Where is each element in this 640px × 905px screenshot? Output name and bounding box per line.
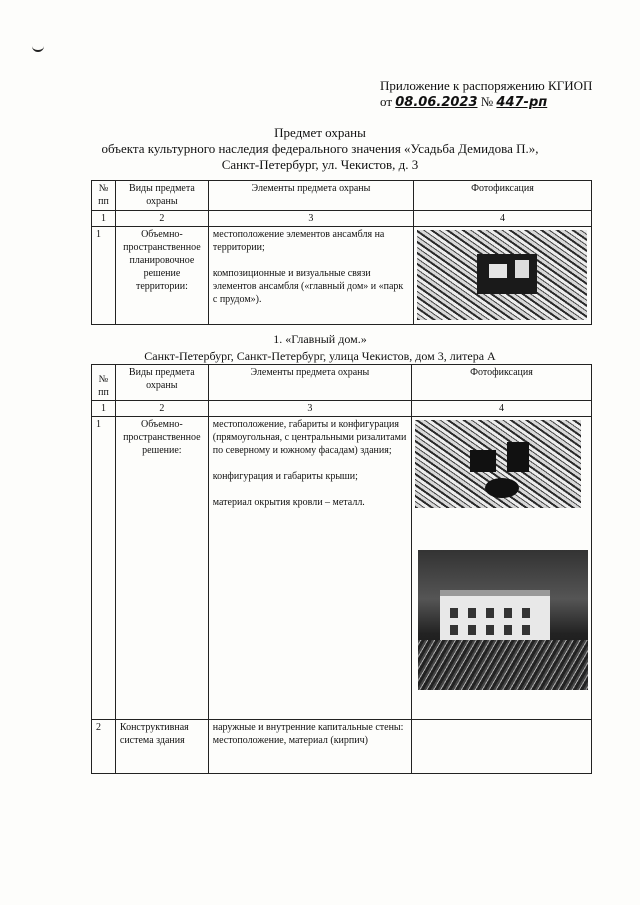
row-elements [208,417,411,720]
facade-photo [418,550,588,690]
header-num: № пп [92,365,116,401]
col-num-4: 4 [411,401,591,417]
table-row [92,227,592,325]
appendix-block [380,78,592,111]
header-photo: Фотофиксация [411,365,591,401]
appendix-title: Приложение к распоряжению КГИОП [380,78,593,93]
aerial-photo [417,230,587,320]
header-elements: Элементы предмета охраны [208,365,411,401]
element-text: материал окрытия кровли – металл. [212,497,365,508]
row-kind: Конструктивная система здания [115,720,208,774]
row-num: 2 [92,720,116,774]
element-text: местоположение элементов ансамбля на территории; [212,229,385,253]
heading-line2: объекта культурного наследия федерального значения «Усадьба Демидова П.», [101,141,539,156]
row-kind: Объемно-пространственное решение: [115,417,208,720]
row-elements: наружные и внутренние капитальные стены: местоположение, материал (кирпич) [208,720,411,774]
col-num-2: 2 [115,211,208,227]
row-elements [208,227,413,325]
row-num: 1 [92,227,116,325]
heading-line1: Предмет охраны [274,125,366,140]
element-text: конфигурация и габариты крыши; [212,471,358,482]
element-text: композиционные и визуальные связи элементов ансамбля («главный дом» и «парк с прудом»). [212,268,404,305]
col-num-3: 3 [208,401,411,417]
photo-cell [411,417,591,720]
appendix-number: 447-рп [496,95,548,110]
header-kinds: Виды предмета охраны [115,365,208,401]
col-num-1: 1 [92,401,116,417]
col-num-4: 4 [413,211,591,227]
col-num-1: 1 [92,211,116,227]
row-num: 1 [92,417,116,720]
photo-cell [413,227,591,325]
section-address: Санкт-Петербург, Санкт-Петербург, улица Чекистов, дом 3, литера А [144,349,496,363]
corner-mark [32,44,44,52]
table-protection-ensemble [91,180,592,325]
table-number-row [92,401,592,417]
appendix-from: от [380,94,393,109]
header-num: № пп [92,181,116,211]
header-kinds: Виды предмета охраны [115,181,208,211]
appendix-date-line [380,94,592,111]
photo-cell [411,720,591,774]
appendix-number-sign: № [480,94,494,109]
header-elements: Элементы предмета охраны [208,181,413,211]
table-row [92,720,592,774]
header-photo: Фотофиксация [413,181,591,211]
row-kind: Объемно-пространственное планировочное решение территории: [115,227,208,325]
heading-line3: Санкт-Петербург, ул. Чекистов, д. 3 [221,157,419,172]
table-header-row [92,181,592,211]
element-text: местоположение, габариты и конфигурация (прямоугольная, с центральными ризалитами по северному и южному фасадам) здания; [212,419,407,456]
section-title: 1. «Главный дом.» [273,332,367,346]
col-num-2: 2 [115,401,208,417]
aerial-photo [415,420,581,508]
table-row [92,417,592,720]
table-header-row [92,365,592,401]
col-num-3: 3 [208,211,413,227]
table-protection-main-house [91,364,592,774]
appendix-date: 08.06.2023 [395,95,478,110]
table-number-row [92,211,592,227]
